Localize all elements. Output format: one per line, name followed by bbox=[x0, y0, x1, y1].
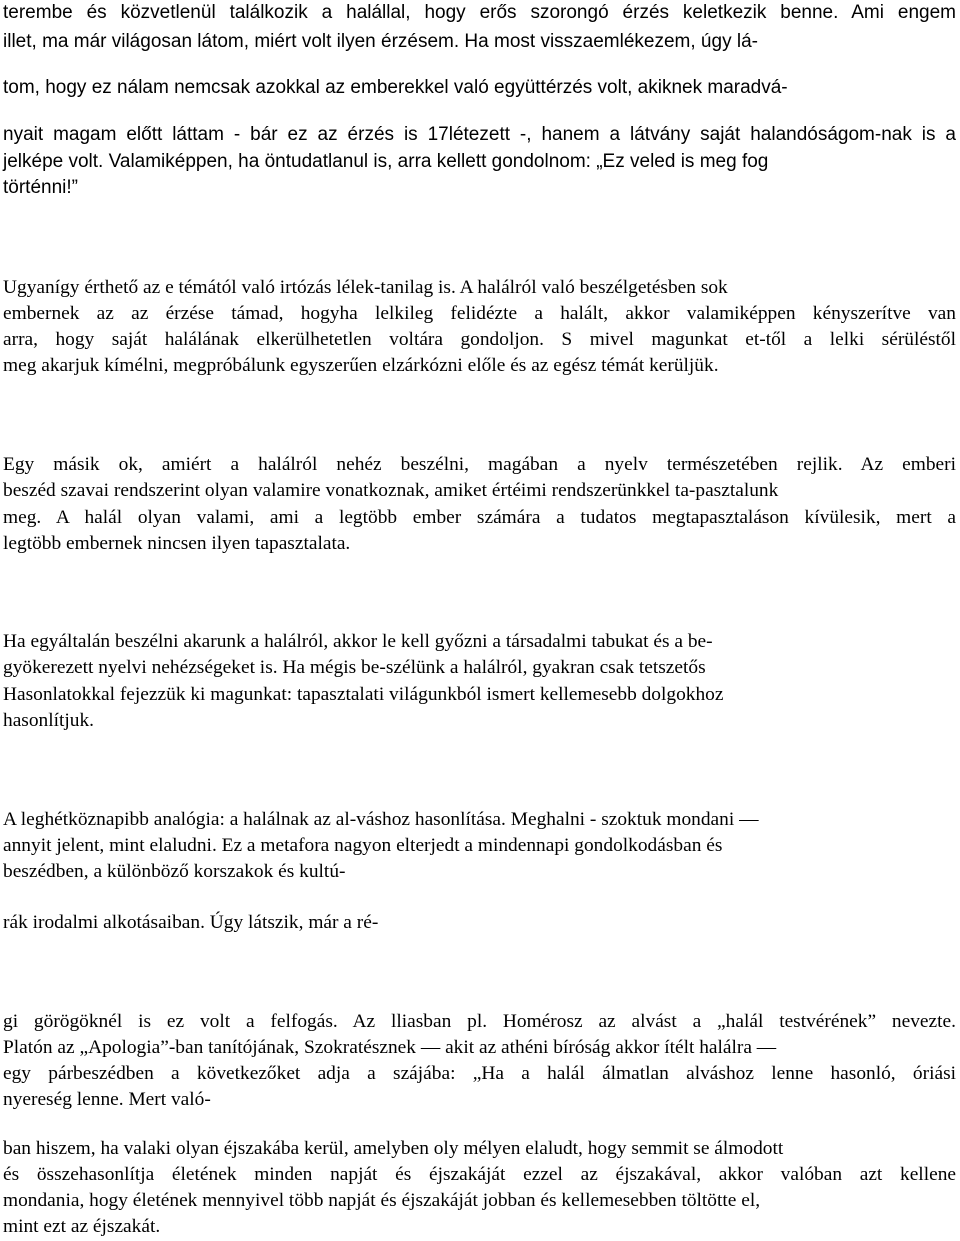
text-line: Hasonlatokkal fejezzük ki magunkat: tapasztalati világunkból ismert kellemesebb dolgokhoz bbox=[3, 684, 724, 705]
text-line: nyait magam előtt láttam - bár ez az érzés is 17létezett -, hanem a látvány saját halandóságom-nak is a bbox=[3, 124, 956, 145]
text-line: legtöbb embernek nincsen ilyen tapasztalata. bbox=[3, 533, 351, 554]
text-line: egy párbeszédben a következőket adja a szájába: „Ha a halál álmatlan alváshoz lenne hasonló, óriási bbox=[3, 1063, 956, 1084]
text-line: mint ezt az éjszakát. bbox=[3, 1216, 161, 1237]
text-line: ban hiszem, ha valaki olyan éjszakába kerül, amelyben oly mélyen elaludt, hogy semmit se álmodott bbox=[3, 1138, 784, 1159]
text-line: beszédben, a különböző korszakok és kultú- bbox=[3, 861, 346, 882]
text-line: arra, hogy saját halálának elkerülhetetlen voltára gondoljon. S mivel magunkat et-től a lelki sérüléstől bbox=[3, 329, 956, 350]
text-line: nyereség lenne. Mert való- bbox=[3, 1089, 211, 1110]
text-line: A leghétköznapibb analógia: a halálnak az al-váshoz hasonlítása. Meghalni - szoktuk mondani — bbox=[3, 809, 759, 830]
text-line: mondania, hogy életének mennyivel több napját és éjszakáját jobban és kellemesebben töltötte el, bbox=[3, 1190, 761, 1211]
text-line: hasonlítjuk. bbox=[3, 710, 95, 731]
text-line: jelképe volt. Valamiképpen, ha öntudatlanul is, arra kellett gondolnom: „Ez veled is meg fog bbox=[3, 151, 769, 172]
text-line: meg. A halál olyan valami, ami a legtöbb ember számára a tudatos megtapasztaláson kívülesik, mert a bbox=[3, 507, 956, 528]
text-line: rák irodalmi alkotásaiban. Úgy látszik, már a ré- bbox=[3, 912, 379, 933]
text-line: annyit jelent, mint elaludni. Ez a metafora nagyon elterjedt a mindennapi gondolkodásban és bbox=[3, 835, 723, 856]
text-line: Ugyanígy érthető az e témától való irtózás lélek-tanilag is. A halálról való beszélgetésben sok bbox=[3, 277, 728, 298]
text-line: embernek az az érzése támad, hogyha lelkileg felidézte a halált, akkor valamiképpen kényszerítve van bbox=[3, 303, 956, 324]
text-line: történni!” bbox=[3, 177, 78, 198]
text-line: illet, ma már világosan látom, miért volt ilyen érzésem. Ha most visszaemlékezem, úgy lá- bbox=[3, 31, 758, 52]
text-line: és összehasonlítja életének minden napját és éjszakáját ezzel az éjszakával, akkor valóban azt kellene bbox=[3, 1164, 956, 1185]
text-line: meg akarjuk kímélni, megpróbálunk egyszerűen elzárkózni előle és az egész témát kerüljük. bbox=[3, 355, 719, 376]
text-line: Platón az „Apologia”-ban tanítójának, Szokratésznek — akit az athéni bíróság akkor ítélt halálra — bbox=[3, 1037, 777, 1058]
text-line: gyökerezett nyelvi nehézségeket is. Ha mégis be-szélünk a halálról, gyakran csak tetszetős bbox=[3, 657, 706, 678]
text-line: gi görögöknél is ez volt a felfogás. Az lliasban pl. Homérosz az alvást a „halál testvérének” nevezte. bbox=[3, 1011, 956, 1032]
text-line: terembe és közvetlenül találkozik a halállal, hogy erős szorongó érzés keletkezik benne. Ami engem bbox=[3, 2, 956, 23]
text-line: tom, hogy ez nálam nemcsak azokkal az emberekkel való együttérzés volt, akiknek maradvá- bbox=[3, 77, 788, 98]
text-line: Ha egyáltalán beszélni akarunk a halálról, akkor le kell győzni a társadalmi tabukat és a be- bbox=[3, 631, 713, 652]
text-line: Egy másik ok, amiért a halálról nehéz beszélni, magában a nyelv természetében rejlik. Az emberi bbox=[3, 454, 956, 475]
text-line: beszéd szavai rendszerint olyan valamire vonatkoznak, amiket értéimi rendszerünkkel ta-pasztalunk bbox=[3, 480, 779, 501]
